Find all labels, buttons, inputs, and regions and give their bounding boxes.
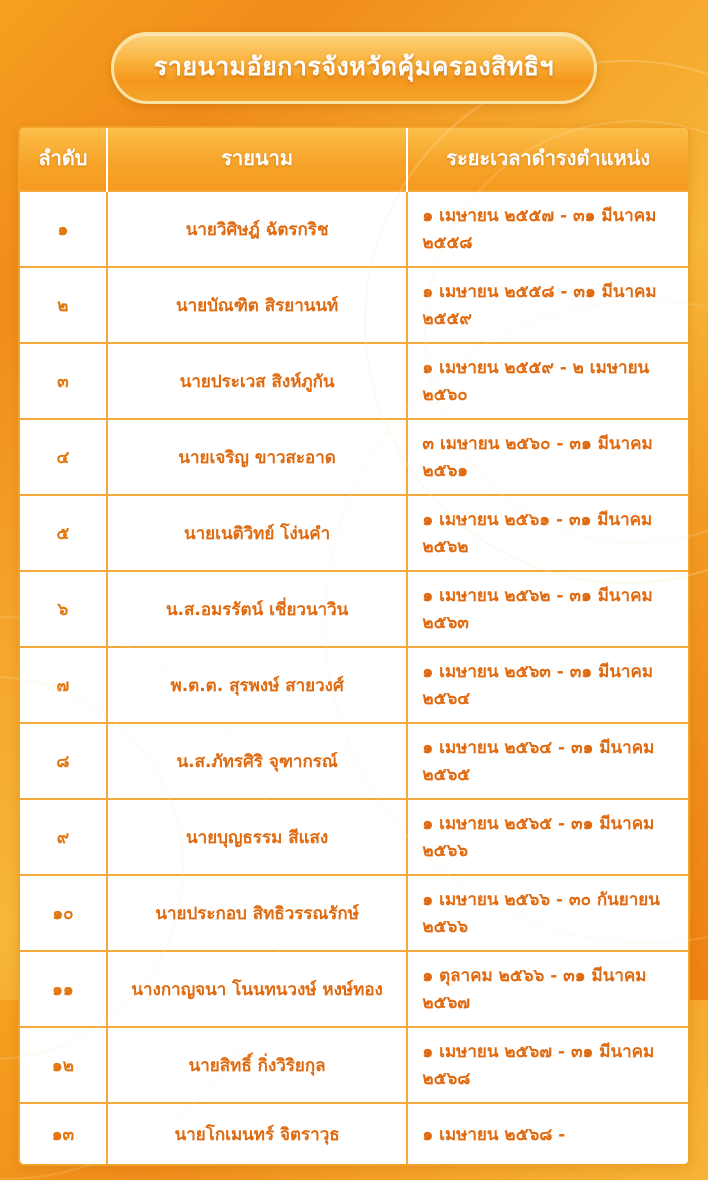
page-title: รายนามอัยการจังหวัดคุ้มครองสิทธิฯ xyxy=(153,52,555,81)
roster-table xyxy=(20,128,688,1164)
cell-person-name: นายเจริญ ขาวสะอาด xyxy=(107,419,408,495)
table-row xyxy=(20,343,688,419)
cell-person-name: นางกาญจนา โนนทนวงษ์ หงษ์ทอง xyxy=(107,951,408,1027)
table-header-row xyxy=(20,128,688,191)
roster-table-card xyxy=(18,126,690,1166)
cell-order-number: ๔ xyxy=(20,419,107,495)
cell-person-name: นายโกเมนทร์ จิตราวุธ xyxy=(107,1103,408,1164)
cell-person-name: พ.ต.ต. สุรพงษ์ สายวงศ์ xyxy=(107,647,408,723)
column-header-name: รายนาม xyxy=(107,128,408,191)
table-row xyxy=(20,267,688,343)
cell-term-period: ๑ เมษายน ๒๕๖๒ - ๓๑ มีนาคม ๒๕๖๓ xyxy=(407,571,688,647)
table-row xyxy=(20,191,688,267)
cell-order-number: ๑๑ xyxy=(20,951,107,1027)
table-row xyxy=(20,1103,688,1164)
cell-person-name: นายบัณฑิต สิรยานนท์ xyxy=(107,267,408,343)
table-row xyxy=(20,571,688,647)
cell-order-number: ๙ xyxy=(20,799,107,875)
table-head xyxy=(20,128,688,191)
cell-term-period: ๑ เมษายน ๒๕๕๘ - ๓๑ มีนาคม ๒๕๕๙ xyxy=(407,267,688,343)
cell-order-number: ๑๓ xyxy=(20,1103,107,1164)
cell-person-name: นายสิทธิ์ กิ่งวิริยกุล xyxy=(107,1027,408,1103)
title-banner-wrap xyxy=(18,32,690,104)
cell-order-number: ๘ xyxy=(20,723,107,799)
cell-term-period: ๑ เมษายน ๒๕๕๗ - ๓๑ มีนาคม ๒๕๕๘ xyxy=(407,191,688,267)
cell-term-period: ๑ เมษายน ๒๕๖๓ - ๓๑ มีนาคม ๒๕๖๔ xyxy=(407,647,688,723)
table-row xyxy=(20,799,688,875)
table-body xyxy=(20,191,688,1164)
table-row xyxy=(20,951,688,1027)
cell-person-name: นายเนติวิทย์ โง่นคำ xyxy=(107,495,408,571)
cell-order-number: ๕ xyxy=(20,495,107,571)
column-header-term: ระยะเวลาดำรงตำแหน่ง xyxy=(407,128,688,191)
cell-person-name: นายประเวส สิงห์ภูกัน xyxy=(107,343,408,419)
cell-term-period: ๑ เมษายน ๒๕๖๘ - xyxy=(407,1103,688,1164)
cell-term-period: ๓ เมษายน ๒๕๖๐ - ๓๑ มีนาคม ๒๕๖๑ xyxy=(407,419,688,495)
column-header-no: ลำดับ xyxy=(20,128,107,191)
cell-person-name: น.ส.ภัทรศิริ จุฑากรณ์ xyxy=(107,723,408,799)
table-row xyxy=(20,1027,688,1103)
cell-person-name: นายประกอบ สิทธิวรรณรักษ์ xyxy=(107,875,408,951)
cell-order-number: ๒ xyxy=(20,267,107,343)
table-row xyxy=(20,875,688,951)
cell-term-period: ๑ เมษายน ๒๕๕๙ - ๒ เมษายน ๒๕๖๐ xyxy=(407,343,688,419)
cell-term-period: ๑ ตุลาคม ๒๕๖๖ - ๓๑ มีนาคม ๒๕๖๗ xyxy=(407,951,688,1027)
cell-term-period: ๑ เมษายน ๒๕๖๑ - ๓๑ มีนาคม ๒๕๖๒ xyxy=(407,495,688,571)
cell-person-name: น.ส.อมรรัตน์ เชี่ยวนาวิน xyxy=(107,571,408,647)
cell-term-period: ๑ เมษายน ๒๕๖๖ - ๓๐ กันยายน ๒๕๖๖ xyxy=(407,875,688,951)
table-row xyxy=(20,495,688,571)
cell-term-period: ๑ เมษายน ๒๕๖๗ - ๓๑ มีนาคม ๒๕๖๘ xyxy=(407,1027,688,1103)
table-row xyxy=(20,419,688,495)
cell-order-number: ๑๒ xyxy=(20,1027,107,1103)
cell-term-period: ๑ เมษายน ๒๕๖๔ - ๓๑ มีนาคม ๒๕๖๕ xyxy=(407,723,688,799)
table-row xyxy=(20,723,688,799)
cell-person-name: นายบุญธรรม สีแสง xyxy=(107,799,408,875)
title-banner xyxy=(111,32,597,104)
cell-order-number: ๓ xyxy=(20,343,107,419)
cell-term-period: ๑ เมษายน ๒๕๖๕ - ๓๑ มีนาคม ๒๕๖๖ xyxy=(407,799,688,875)
cell-order-number: ๖ xyxy=(20,571,107,647)
cell-order-number: ๑ xyxy=(20,191,107,267)
cell-order-number: ๗ xyxy=(20,647,107,723)
cell-order-number: ๑๐ xyxy=(20,875,107,951)
table-row xyxy=(20,647,688,723)
cell-person-name: นายวิศิษฎ์ ฉัตรกริช xyxy=(107,191,408,267)
